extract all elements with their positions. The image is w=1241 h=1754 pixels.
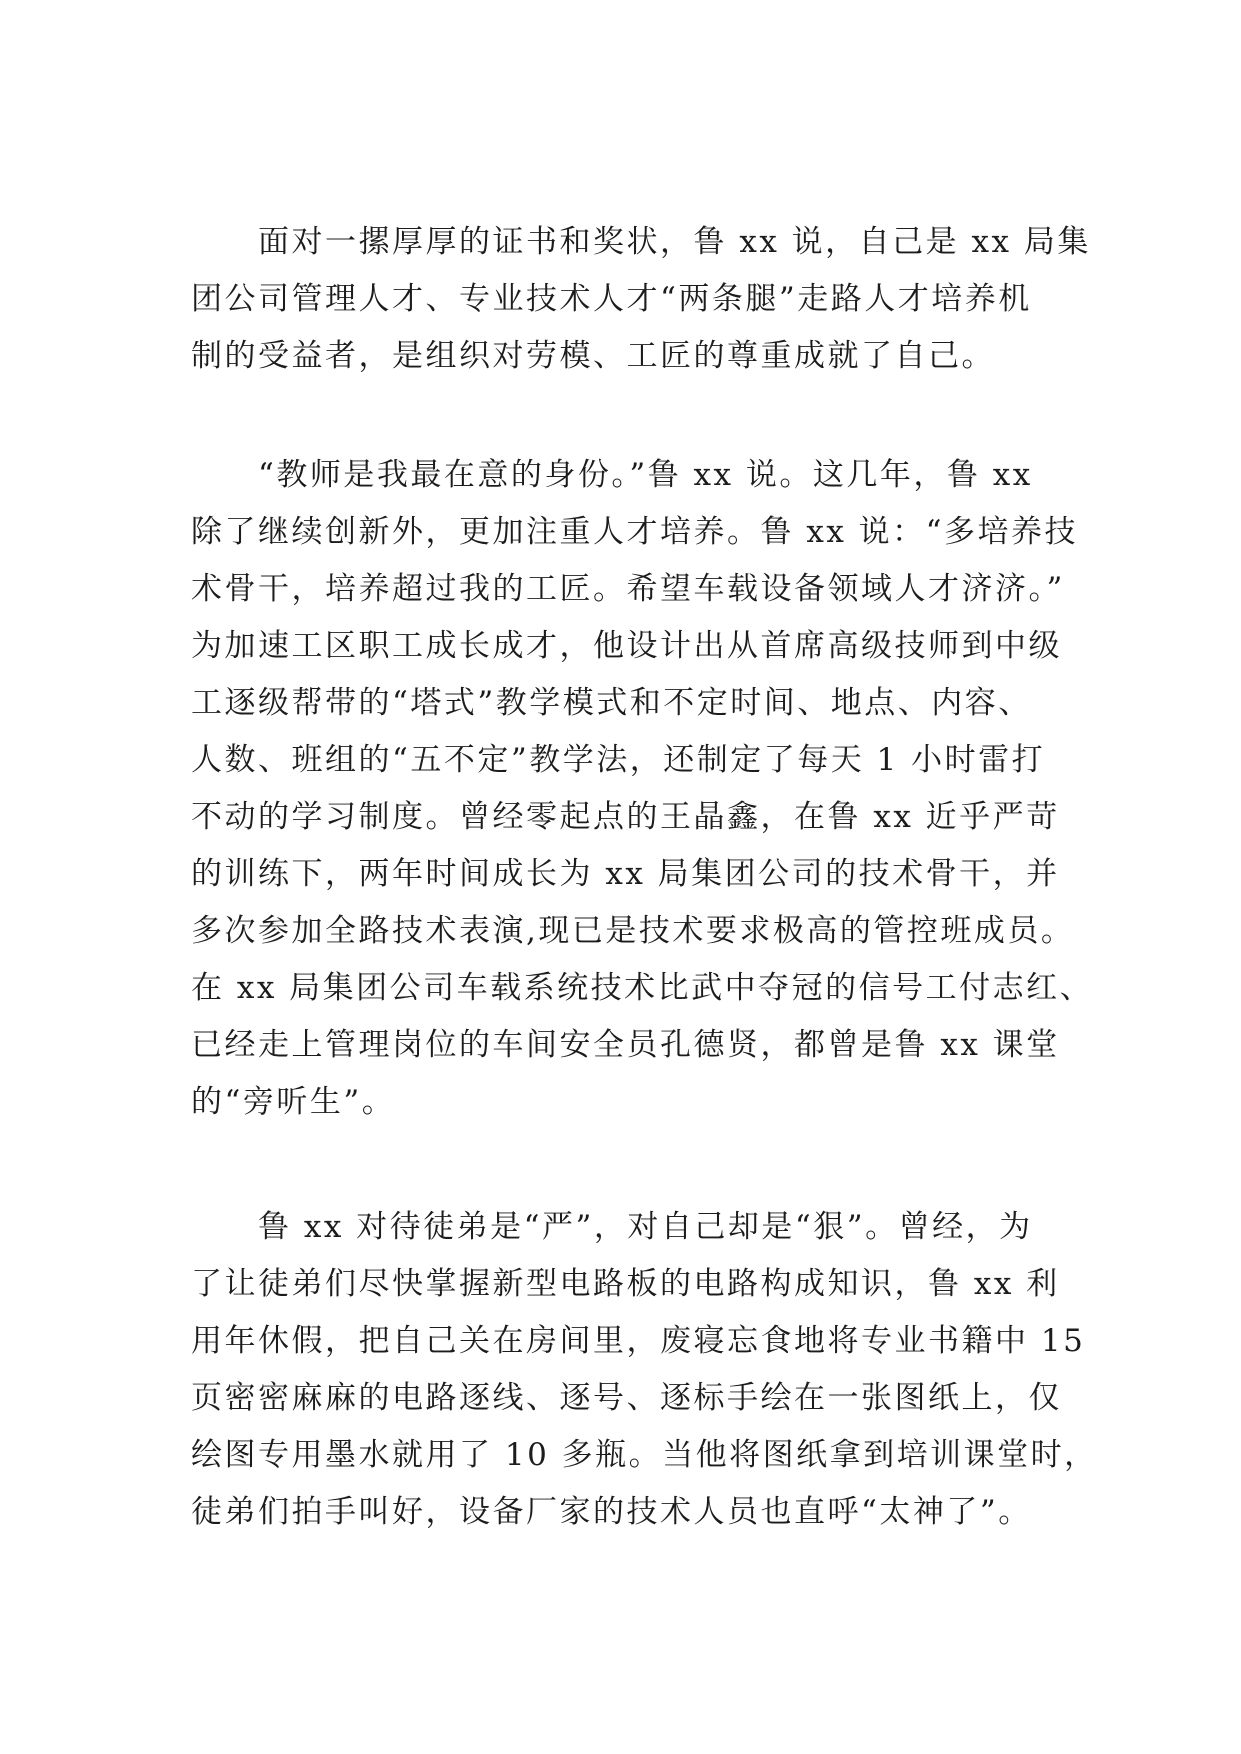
paragraph-line <box>191 1131 1071 1188</box>
paragraph-line: 面对一摞厚厚的证书和奖状，鲁 xx 说，自己是 xx 局集 <box>191 224 1091 260</box>
paragraph-line: 除了继续创新外，更加注重人才培养。鲁 xx 说：“多培养技 <box>191 514 1079 550</box>
paragraph-line: 为加速工区职工成长成才，他设计出从首席高级技师到中级 <box>191 628 1062 664</box>
paragraph-2 <box>191 447 1094 1188</box>
paragraph-line: “教师是我最在意的身份。”鲁 xx 说。这几年，鲁 xx <box>191 457 1033 493</box>
paragraph-line: 用年休假，把自己关在房间里，废寝忘食地将专业书籍中 15 <box>191 1323 1086 1359</box>
paragraph-line: 在 xx 局集团公司车载系统技术比武中夺冠的信号工付志红、 <box>191 970 1094 1006</box>
paragraph-3 <box>191 1199 1098 1541</box>
paragraph-line: 已经走上管理岗位的车间安全员孔德贤，都曾是鲁 xx 课堂 <box>191 1027 1060 1063</box>
paragraph-line: 徒弟们拍手叫好，设备厂家的技术人员也直呼“太神了”。 <box>191 1494 1032 1530</box>
paragraph-1 <box>191 214 1091 385</box>
paragraph-line: 鲁 xx 对待徒弟是“严”，对自己却是“狠”。曾经，为 <box>191 1209 1033 1245</box>
paragraph-line: 多次参加全路技术表演,现已是技术要求极高的管控班成员。 <box>191 913 1075 949</box>
paragraph-line: 工逐级帮带的“塔式”教学模式和不定时间、地点、内容、 <box>191 685 1032 721</box>
paragraph-line: 不动的学习制度。曾经零起点的王晶鑫，在鲁 xx 近乎严苛 <box>191 799 1060 835</box>
paragraph-line: 的“旁听生”。 <box>191 1084 396 1120</box>
paragraph-line: 人数、班组的“五不定”教学法，还制定了每天 1 小时雷打 <box>191 742 1046 778</box>
paragraph-line: 术骨干，培养超过我的工匠。希望车载设备领域人才济济。” <box>191 571 1065 607</box>
paragraph-line: 绘图专用墨水就用了 10 多瓶。当他将图纸拿到培训课堂时， <box>191 1437 1098 1473</box>
paragraph-line: 页密密麻麻的电路逐线、逐号、逐标手绘在一张图纸上，仅 <box>191 1380 1062 1416</box>
paragraph-line: 团公司管理人才、专业技术人才“两条腿”走路人才培养机 <box>191 281 1032 317</box>
paragraph-line: 了让徒弟们尽快掌握新型电路板的电路构成知识，鲁 xx 利 <box>191 1266 1060 1302</box>
paragraph-line: 的训练下，两年时间成长为 xx 局集团公司的技术骨干，并 <box>191 856 1060 892</box>
paragraph-line: 制的受益者，是组织对劳模、工匠的尊重成就了自己。 <box>191 338 995 374</box>
